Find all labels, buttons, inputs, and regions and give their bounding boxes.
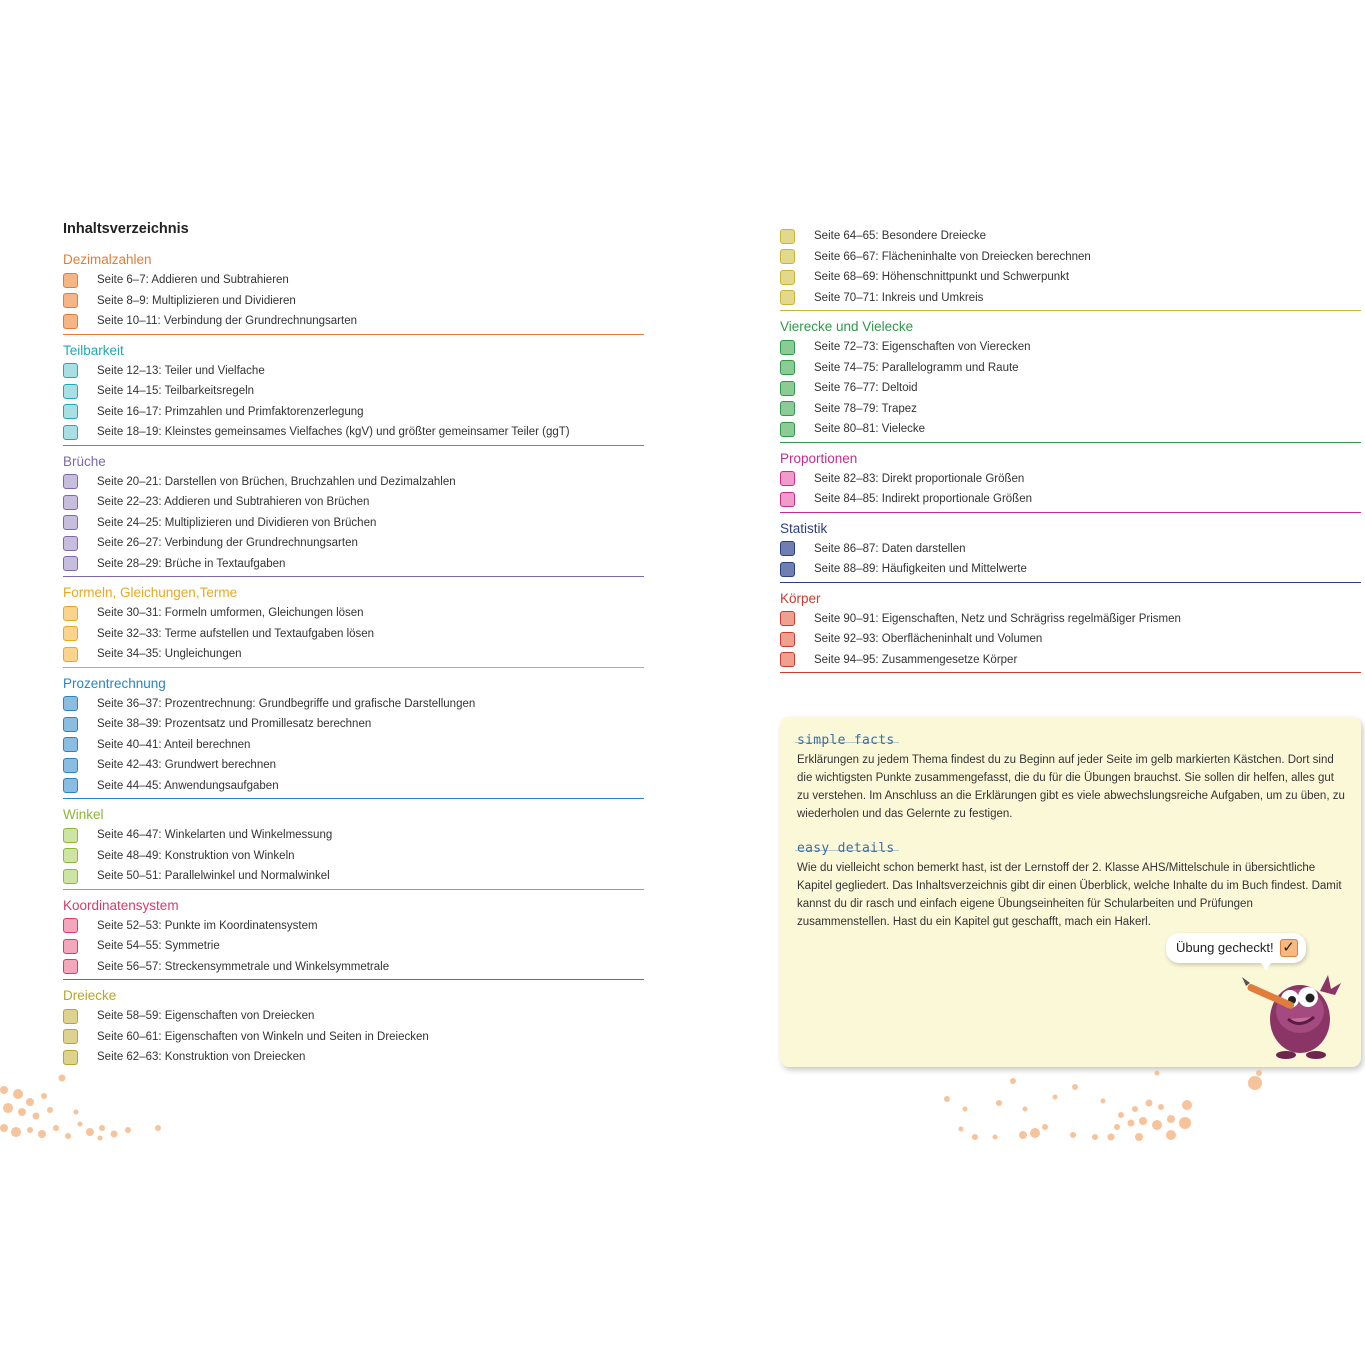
toc-item-label: Seite 86–87: Daten darstellen (814, 542, 966, 555)
decor-dot (1139, 1117, 1147, 1125)
toc-item-label: Seite 60–61: Eigenschaften von Winkeln und Seiten in Dreiecken (97, 1030, 429, 1043)
toc-item (780, 650, 1361, 671)
checkbox[interactable] (63, 606, 78, 621)
toc-item-label: Seite 6–7: Addieren und Subtrahieren (97, 274, 289, 287)
decor-dot (33, 1113, 40, 1120)
checkbox[interactable] (63, 515, 78, 530)
toc-item-label: Seite 48–49: Konstruktion von Winkeln (97, 849, 295, 862)
decor-dot (1152, 1120, 1162, 1130)
section-title: Proportionen (780, 450, 858, 466)
toc-item-label: Seite 74–75: Parallelogramm und Raute (814, 361, 1019, 374)
section-title: Statistik (780, 520, 828, 536)
toc-item-label: Seite 20–21: Darstellen von Brüchen, Bruchzahlen und Dezimalzahlen (97, 475, 456, 488)
decor-dot (0, 1086, 8, 1094)
checkbox[interactable] (780, 562, 795, 577)
section-title: Dezimalzahlen (63, 252, 152, 267)
decor-dot (963, 1107, 968, 1112)
section-title: Formeln, Gleichungen,Terme (63, 585, 238, 600)
toc-item-label: Seite 28–29: Brüche in Textaufgaben (97, 557, 286, 570)
decor-dot (1182, 1100, 1192, 1110)
decor-dot (47, 1107, 53, 1113)
toc-item-label: Seite 70–71: Inkreis und Umkreis (814, 291, 984, 304)
page-title: Inhaltsverzeichnis (63, 221, 189, 237)
checkbox[interactable] (780, 611, 795, 626)
toc-item-label: Seite 32–33: Terme aufstellen und Textaufgaben lösen (97, 627, 375, 640)
toc-item (780, 267, 1361, 288)
section-title: Brüche (63, 453, 106, 469)
decor-dot (1155, 1071, 1160, 1076)
decor-dot (1101, 1099, 1106, 1104)
checkbox[interactable] (63, 273, 78, 288)
decor-dot (1167, 1115, 1175, 1123)
toc-item-label: Seite 78–79: Trapez (814, 402, 917, 415)
toc-section (780, 317, 1361, 443)
toc-item (780, 358, 1361, 379)
checkbox[interactable] (780, 290, 795, 305)
toc-item (63, 846, 644, 867)
toc-item (63, 270, 644, 291)
decor-dot (13, 1089, 23, 1099)
toc-item-label: Seite 68–69: Höhenschnittpunkt und Schwerpunkt (814, 271, 1070, 284)
toc-item (63, 694, 644, 715)
toc-item-label: Seite 34–35: Ungleichungen (97, 648, 242, 661)
speech-bubble-text: Übung gecheckt! (1176, 940, 1274, 955)
decor-dot (1092, 1134, 1098, 1140)
decorative-dots-right (935, 1065, 1275, 1145)
toc-item (63, 825, 644, 846)
decor-dot (98, 1136, 103, 1141)
toc-item (780, 337, 1361, 358)
decor-dot (1010, 1078, 1016, 1084)
toc-section (63, 341, 644, 446)
toc-item (63, 291, 644, 312)
toc-item (63, 916, 644, 937)
toc-item (63, 422, 644, 443)
checkbox[interactable] (63, 293, 78, 308)
checkbox[interactable] (63, 778, 78, 793)
toc-item-label: Seite 94–95: Zusammengesetze Körper (814, 653, 1018, 666)
toc-item-label: Seite 56–57: Streckensymmetrale und Winkelsymmetrale (97, 960, 390, 973)
decor-dot (1070, 1132, 1076, 1138)
checkbox[interactable] (780, 249, 795, 264)
toc-section (63, 986, 644, 1070)
toc-item-label: Seite 8–9: Multiplizieren und Dividieren (97, 294, 296, 307)
easy-details-text: Wie du vielleicht schon bemerkt hast, ist der Lernstoff der 2. Klasse AHS/Mittelschule in übersichtliche Kapitel gegliedert. Das Inhaltsverzeichnis gibt dir einen Überblick, welche Inhalte du im Buch findest. Damit kannst du dir rasch und einfach eigene Übungseinheiten für Schularbeiten und Prüfungen zusammenstellen. Hast du ein Kapitel gut geschafft, mach ein Hakerl. (797, 862, 1342, 928)
toc-section (63, 674, 644, 800)
decor-dot (1072, 1084, 1078, 1090)
simple-facts-heading: simple facts (797, 733, 895, 748)
checkbox[interactable] (63, 758, 78, 773)
decor-dot (1019, 1131, 1027, 1139)
checkbox[interactable] (780, 381, 795, 396)
toc-section (63, 896, 644, 981)
toc-item (780, 378, 1361, 399)
checkbox[interactable] (63, 848, 78, 863)
decor-dot (972, 1134, 978, 1140)
toc-item (63, 402, 644, 423)
toc-item (63, 492, 644, 513)
toc-item-label: Seite 42–43: Grundwert berechnen (97, 759, 277, 772)
decor-dot (27, 1127, 33, 1133)
toc-item-label: Seite 88–89: Häufigkeiten und Mittelwerte (814, 563, 1027, 576)
decor-dot (1042, 1124, 1048, 1130)
decor-dot (38, 1130, 46, 1138)
toc-item-label: Seite 72–73: Eigenschaften von Vierecken (814, 341, 1031, 354)
monster-mascot-icon (1238, 961, 1348, 1061)
toc-item-label: Seite 40–41: Anteil berechnen (97, 738, 251, 751)
decor-dot (26, 1098, 34, 1106)
toc-item-label: Seite 22–23: Addieren und Subtrahieren von Brüchen (97, 496, 370, 509)
toc-item (63, 554, 644, 575)
checkbox[interactable] (63, 384, 78, 399)
decor-dot (0, 1124, 8, 1132)
toc-item-label: Seite 12–13: Teiler und Vielfache (97, 364, 265, 377)
section-title: Teilbarkeit (63, 342, 124, 358)
decor-dot (1030, 1128, 1040, 1138)
decor-dot (1166, 1130, 1176, 1140)
toc-section (780, 449, 1361, 513)
simple-facts-text: Erklärungen zu jedem Thema findest du zu Beginn auf jeder Seite im gelb markierten Kästchen. Dort sind die wichtigsten Punkte zusammengefasst, die du für die Übungen brauchst. Sie sollen dir helfen, alles gut zu verstehen. Im Anschluss an die Erklärungen gibt es viele abwechslungsreiche Aufgaben, um zu üben, zu wiederholen und das Gelernte zu festigen. (797, 754, 1345, 820)
checkbox[interactable] (780, 340, 795, 355)
toc-item (780, 226, 1361, 247)
toc-item-label: Seite 64–65: Besondere Dreiecke (814, 230, 986, 243)
section-title: Vierecke und Vielecke (780, 319, 914, 334)
checkbox[interactable] (780, 401, 795, 416)
toc-item (63, 1047, 644, 1068)
decor-dot (59, 1075, 66, 1082)
info-box (780, 717, 1361, 1067)
decor-dot (1108, 1134, 1115, 1141)
checkbox[interactable] (63, 918, 78, 933)
checkbox[interactable] (63, 1029, 78, 1044)
toc-section (63, 583, 644, 668)
toc-item-label: Seite 50–51: Parallelwinkel und Normalwinkel (97, 870, 330, 883)
decor-dot (996, 1100, 1002, 1106)
toc-item (63, 513, 644, 534)
toc-item (63, 644, 644, 665)
toc-item-label: Seite 92–93: Oberflächeninhalt und Volumen (814, 633, 1043, 646)
checkbox[interactable] (63, 556, 78, 571)
checkbox[interactable] (63, 869, 78, 884)
decor-dot (1179, 1117, 1191, 1129)
decor-dot (125, 1127, 131, 1133)
decor-dot (1023, 1107, 1028, 1112)
section-title: Dreiecke (63, 988, 117, 1003)
toc-item-label: Seite 82–83: Direkt proportionale Größen (814, 472, 1025, 485)
toc-left-column (63, 250, 644, 1076)
section-title: Winkel (63, 807, 104, 822)
toc-item (63, 311, 644, 332)
decor-dot (111, 1131, 118, 1138)
checkbox[interactable] (63, 1050, 78, 1065)
toc-section (63, 250, 644, 335)
checkbox[interactable] (63, 363, 78, 378)
toc-item-label: Seite 58–59: Eigenschaften von Dreiecken (97, 1010, 315, 1023)
checkbox[interactable] (63, 404, 78, 419)
decor-dot (3, 1103, 13, 1113)
toc-item (780, 629, 1361, 650)
decor-dot (1146, 1100, 1153, 1107)
toc-item (63, 533, 644, 554)
decor-dot (74, 1110, 79, 1115)
decor-dot (1256, 1070, 1262, 1076)
toc-item (780, 539, 1361, 560)
checkbox[interactable] (780, 229, 795, 244)
toc-item-label: Seite 44–45: Anwendungsaufgaben (97, 779, 279, 792)
toc-item-label: Seite 76–77: Deltoid (814, 382, 918, 395)
toc-item (780, 288, 1361, 309)
checkbox[interactable] (63, 536, 78, 551)
toc-section (780, 226, 1361, 311)
speech-bubble (1166, 933, 1306, 963)
toc-item (63, 866, 644, 887)
decor-dot (155, 1125, 161, 1131)
checkbox[interactable] (63, 696, 78, 711)
decorative-dots-left (0, 1072, 170, 1144)
toc-item (63, 957, 644, 978)
decor-dot (18, 1108, 26, 1116)
checkbox[interactable] (780, 422, 795, 437)
toc-item-label: Seite 26–27: Verbindung der Grundrechnungsarten (97, 537, 358, 550)
toc-item-label: Seite 90–91: Eigenschaften, Netz und Schrägriss regelmäßiger Prismen (814, 612, 1181, 625)
toc-item (63, 755, 644, 776)
toc-item (63, 361, 644, 382)
decor-dot (65, 1133, 71, 1139)
checkbox[interactable] (63, 939, 78, 954)
toc-item (63, 624, 644, 645)
toc-item (63, 1006, 644, 1027)
checkbox[interactable] (780, 652, 795, 667)
toc-item-label: Seite 16–17: Primzahlen und Primfaktorenzerlegung (97, 405, 364, 418)
toc-section (780, 589, 1361, 674)
decor-dot (1053, 1095, 1058, 1100)
checkbox[interactable] (780, 471, 795, 486)
checkbox[interactable] (780, 541, 795, 556)
checkbox[interactable] (63, 959, 78, 974)
toc-item (780, 419, 1361, 440)
toc-section (63, 805, 644, 890)
decor-dot (11, 1127, 21, 1137)
checkbox[interactable] (780, 360, 795, 375)
decor-dot (1248, 1076, 1262, 1090)
toc-item (63, 472, 644, 493)
toc-item (63, 1027, 644, 1048)
toc-item-label: Seite 24–25: Multiplizieren und Dividieren von Brüchen (97, 516, 377, 529)
toc-item (780, 609, 1361, 630)
toc-item-label: Seite 38–39: Prozentsatz und Promillesatz berechnen (97, 718, 372, 731)
decor-dot (99, 1125, 105, 1131)
toc-item (780, 489, 1361, 510)
toc-item (63, 776, 644, 797)
section-title: Koordinatensystem (63, 897, 179, 913)
decor-dot (1114, 1124, 1120, 1130)
decor-dot (1132, 1106, 1138, 1112)
decor-dot (944, 1096, 950, 1102)
toc-right-column (780, 226, 1361, 679)
toc-section (63, 452, 644, 578)
toc-item-label: Seite 36–37: Prozentrechnung: Grundbegriffe und grafische Darstellungen (97, 697, 476, 710)
checkbox[interactable] (780, 632, 795, 647)
toc-item-label: Seite 46–47: Winkelarten und Winkelmessung (97, 829, 333, 842)
checkbox[interactable] (63, 1009, 78, 1024)
decor-dot (993, 1135, 998, 1140)
checkbox[interactable] (63, 737, 78, 752)
toc-item (63, 381, 644, 402)
checkbox[interactable] (63, 495, 78, 510)
toc-item (780, 247, 1361, 268)
section-title: Körper (780, 590, 821, 606)
toc-item (63, 936, 644, 957)
checkbox[interactable] (780, 492, 795, 507)
checkbox[interactable] (63, 314, 78, 329)
toc-item-label: Seite 84–85: Indirekt proportionale Größen (814, 493, 1032, 506)
decor-dot (41, 1093, 47, 1099)
decor-dot (959, 1127, 964, 1132)
decor-dot (1128, 1120, 1135, 1127)
toc-item (63, 735, 644, 756)
toc-item-label: Seite 66–67: Flächeninhalte von Dreiecken berechnen (814, 250, 1091, 263)
toc-section (780, 519, 1361, 583)
decor-dot (1135, 1133, 1143, 1141)
checkbox[interactable] (63, 647, 78, 662)
easy-details-heading: easy details (797, 841, 895, 856)
checkbox[interactable] (63, 828, 78, 843)
toc-item-label: Seite 62–63: Konstruktion von Dreiecken (97, 1051, 306, 1064)
checkbox[interactable] (780, 270, 795, 285)
checkbox[interactable] (63, 717, 78, 732)
toc-item-label: Seite 30–31: Formeln umformen, Gleichungen lösen (97, 607, 364, 620)
toc-item-label: Seite 18–19: Kleinstes gemeinsames Vielfaches (kgV) und größter gemeinsamer Teiler (ggT) (97, 426, 570, 439)
decor-dot (78, 1122, 83, 1127)
section-title: Prozentrechnung (63, 675, 166, 691)
checkbox[interactable] (63, 626, 78, 641)
toc-item (63, 714, 644, 735)
toc-item (63, 603, 644, 624)
toc-item (780, 559, 1361, 580)
checkmark-box-icon: ✓ (1280, 939, 1298, 957)
decor-dot (53, 1125, 59, 1131)
checkbox[interactable] (63, 425, 78, 440)
decor-dot (86, 1128, 94, 1136)
toc-item-label: Seite 14–15: Teilbarkeitsregeln (97, 385, 255, 398)
checkbox[interactable] (63, 474, 78, 489)
toc-item-label: Seite 80–81: Vielecke (814, 423, 926, 436)
toc-item (780, 469, 1361, 490)
decor-dot (1158, 1104, 1164, 1110)
toc-item (780, 399, 1361, 420)
toc-item-label: Seite 52–53: Punkte im Koordinatensystem (97, 919, 318, 932)
decor-dot (1118, 1112, 1124, 1118)
toc-item-label: Seite 54–55: Symmetrie (97, 940, 220, 953)
toc-item-label: Seite 10–11: Verbindung der Grundrechnungsarten (97, 315, 358, 328)
